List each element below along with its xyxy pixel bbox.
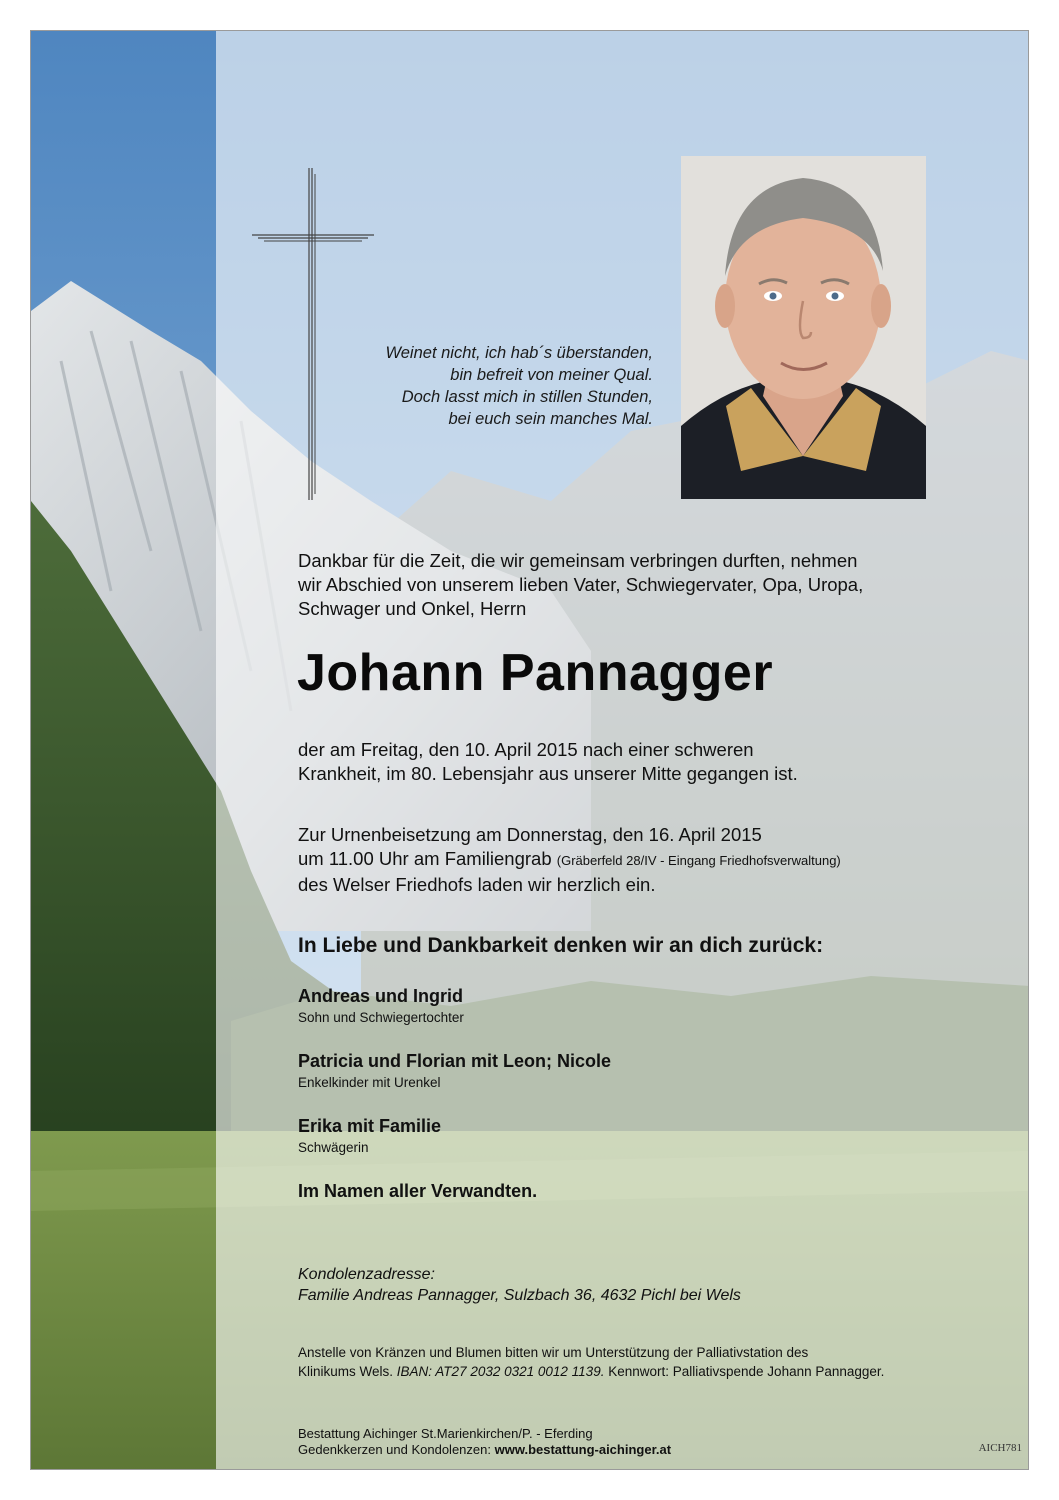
undertaker-website-link[interactable]: www.bestattung-aichinger.at xyxy=(494,1442,672,1457)
donation-line xyxy=(298,1362,1018,1381)
intro-line: Schwager und Onkel, Herrn xyxy=(298,598,527,619)
grave-location-note: (Gräberfeld 28/IV - Eingang Friedhofsverwaltung) xyxy=(556,853,841,868)
undertaker-name: Bestattung Aichinger St.Marienkirchen/P. - Eferding xyxy=(298,1426,593,1441)
condolence-address-line: Familie Andreas Pannagger, Sulzbach 36, 4632 Pichl bei Wels xyxy=(298,1287,741,1304)
mourner-name: Patricia und Florian mit Leon; Nicole xyxy=(298,1051,612,1071)
poem-line: bin befreit von meiner Qual. xyxy=(450,366,653,384)
obituary-card xyxy=(30,30,1029,1470)
donation-keyword: Kennwort: Palliativspende Johann Pannagger. xyxy=(608,1364,885,1379)
intro-line: wir Abschied von unserem lieben Vater, Schwiegervater, Opa, Uropa, xyxy=(298,574,864,595)
mourner-name: Andreas und Ingrid xyxy=(298,986,464,1006)
funeral-details xyxy=(298,823,1018,897)
funeral-line: des Welser Friedhofs laden wir herzlich ein. xyxy=(298,874,656,895)
condolence-label: Kondolenzadresse: xyxy=(298,1266,435,1283)
reference-code: AICH781 xyxy=(978,1442,1022,1454)
donation-clinic: Klinikums Wels. xyxy=(298,1364,394,1379)
portrait-photo xyxy=(681,156,926,499)
death-notice xyxy=(298,738,1018,786)
death-notice-line: Krankheit, im 80. Lebensjahr aus unserer Mitte gegangen ist. xyxy=(298,763,798,784)
funeral-line xyxy=(298,847,1018,873)
mourner-relation: Enkelkinder mit Urenkel xyxy=(298,1075,441,1090)
intro-text xyxy=(298,549,1018,621)
intro-line: Dankbar für die Zeit, die wir gemeinsam verbringen durften, nehmen xyxy=(298,550,858,571)
remembrance-heading: In Liebe und Dankbarkeit denken wir an dich zurück: xyxy=(298,934,824,957)
undertaker-contact-label: Gedenkkerzen und Kondolenzen: xyxy=(298,1442,491,1457)
poem-line: Weinet nicht, ich hab´s überstanden, xyxy=(385,344,653,362)
mourner-relation: Schwägerin xyxy=(298,1140,369,1155)
closing-line: Im Namen aller Verwandten. xyxy=(298,1181,538,1201)
mourner-name: Erika mit Familie xyxy=(298,1116,442,1136)
poem xyxy=(299,342,653,430)
condolence-address xyxy=(298,1264,741,1306)
donation-line: Anstelle von Kränzen und Blumen bitten wir um Unterstützung der Palliativstation des xyxy=(298,1345,809,1360)
undertaker-info xyxy=(298,1426,671,1458)
death-notice-line: der am Freitag, den 10. April 2015 nach einer schweren xyxy=(298,739,754,760)
cross-icon xyxy=(252,168,374,500)
funeral-line: Zur Urnenbeisetzung am Donnerstag, den 16. April 2015 xyxy=(298,824,762,845)
donation-note xyxy=(298,1343,1018,1381)
poem-line: Doch lasst mich in stillen Stunden, xyxy=(401,388,653,406)
undertaker-contact xyxy=(298,1442,671,1458)
funeral-location: um 11.00 Uhr am Familiengrab xyxy=(298,848,552,869)
mourner-relation: Sohn und Schwiegertochter xyxy=(298,1010,464,1025)
donation-iban: IBAN: AT27 2032 0321 0012 1139. xyxy=(396,1364,605,1379)
deceased-name: Johann Pannagger xyxy=(297,644,774,702)
poem-line: bei euch sein manches Mal. xyxy=(448,410,653,428)
